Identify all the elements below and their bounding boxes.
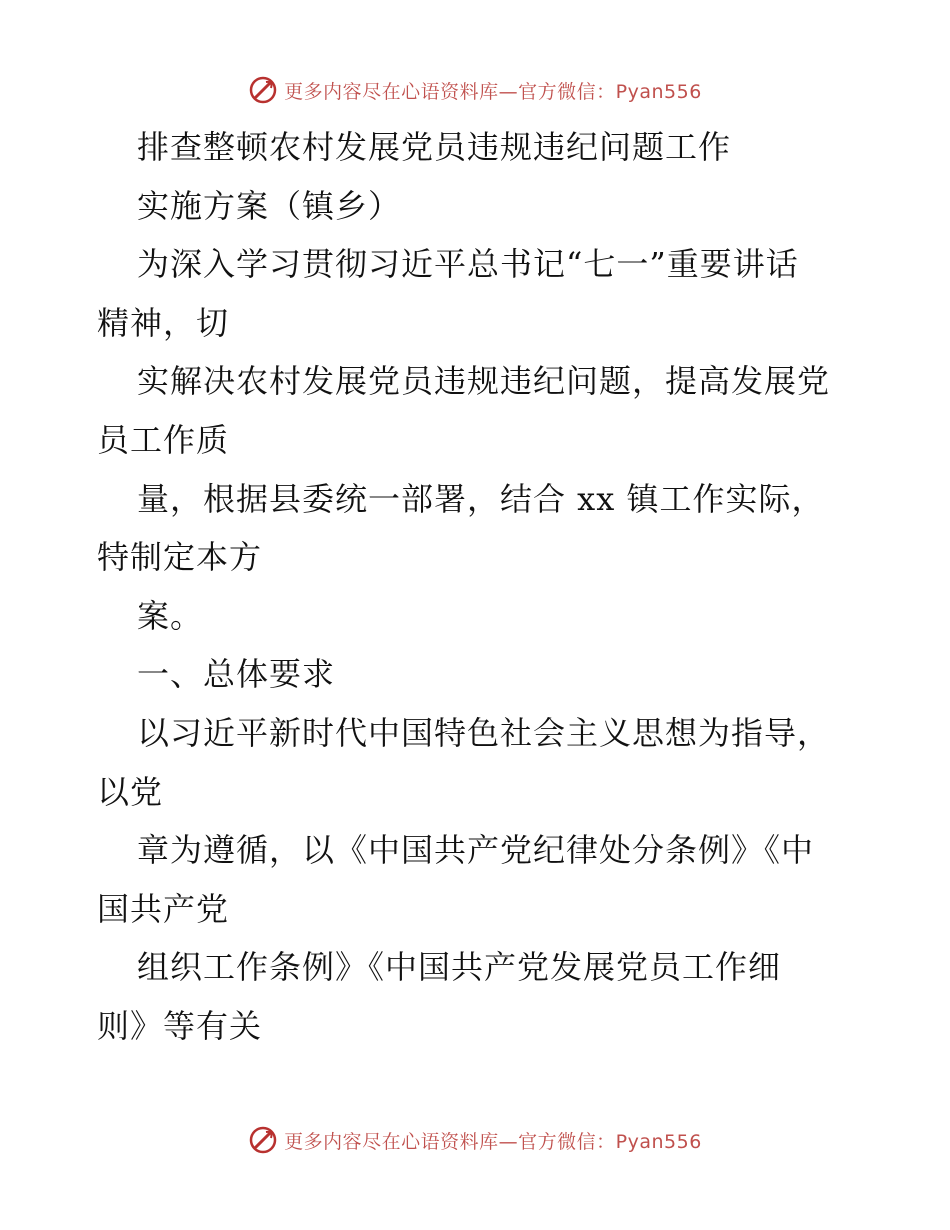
doc-line: 员工作质 [97,420,230,459]
footer-banner [0,1120,950,1160]
doc-line: 则》等有关 [97,1006,263,1045]
header-banner-text: 更多内容尽在心语资料库—官方微信：Pyan556 [284,80,702,103]
doc-line: 案。 [137,596,204,635]
doc-line: 国共产党 [97,889,230,928]
quill-seal-icon [248,1125,278,1155]
section-heading: 一、总体要求 [137,655,336,694]
doc-line: 量，根据县委统一部署，结合 xx 镇工作实际， [137,479,825,518]
header-banner [0,70,950,110]
doc-line: 为深入学习贯彻习近平总书记“七一”重要讲话 [137,245,799,284]
doc-line: 实施方案（镇乡） [137,186,402,225]
doc-line: 以党 [97,772,164,811]
doc-line: 实解决农村发展党员违规违纪问题，提高发展党 [137,362,831,401]
footer-banner-text: 更多内容尽在心语资料库—官方微信：Pyan556 [284,1130,702,1153]
doc-line: 精神，切 [97,303,230,342]
document-body [97,118,857,1056]
doc-line: 排查整顿农村发展党员违规违纪问题工作 [137,128,732,166]
doc-line: 以习近平新时代中国特色社会主义思想为指导， [137,713,831,752]
quill-seal-icon [248,75,278,105]
doc-line: 章为遵循，以《中国共产党纪律处分条例》《中 [137,831,815,870]
doc-line: 特制定本方 [97,538,263,577]
doc-line: 组织工作条例》《中国共产党发展党员工作细 [137,948,782,987]
